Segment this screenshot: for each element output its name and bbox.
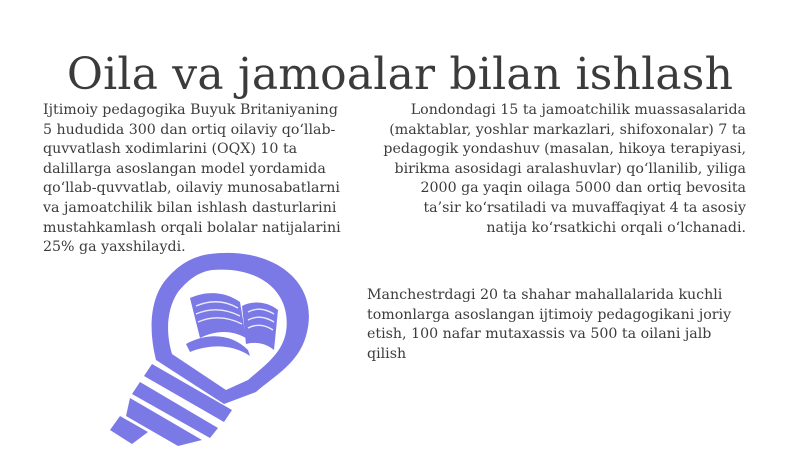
left-paragraph: Ijtimoiy pedagogika Buyuk Britaniyaning 5 hududida 300 dan ortiq oilaviy qo‘llab-quvvatlash xodimlarini (OQX) 10 ta dalillarga asoslangan model yordamida qo‘llab-quvvatlab, oilaviy munosabatlarni va jamoatchilik bilan ishlash dasturlarini mustahkamlash orqali bolalar natijalarini 25% ga yaxshilaydi. [43, 102, 341, 256]
book-bottom-edge [186, 336, 250, 356]
slide-title: Oila va jamoalar bilan ishlash [66, 49, 734, 101]
lightbulb-book-icon [92, 240, 332, 446]
bottom-paragraph: Manchestrdagi 20 ta shahar mahallalarida kuchli tomonlarga asoslangan ijtimoiy pedagogikani joriy etish, 100 nafar mutaxassis va 500 ta oilani jalb qilish [367, 287, 732, 362]
right-paragraph: Londondagi 15 ta jamoatchilik muassasalarida (maktablar, yoshlar markazlari, shifoxonalar) 7 ta pedagogik yondashuv (masalan, hikoya terapiyasi, birikma asosidagi aralashuvlar) qo‘llanilib, yiliga 2000 ga yaqin oilaga 5000 dan ortiq bevosita ta’sir ko‘rsatiladi va muvaffaqiyat 4 ta asosiy natija ko‘rsatkichi orqali o‘lchanadi. [383, 102, 746, 236]
